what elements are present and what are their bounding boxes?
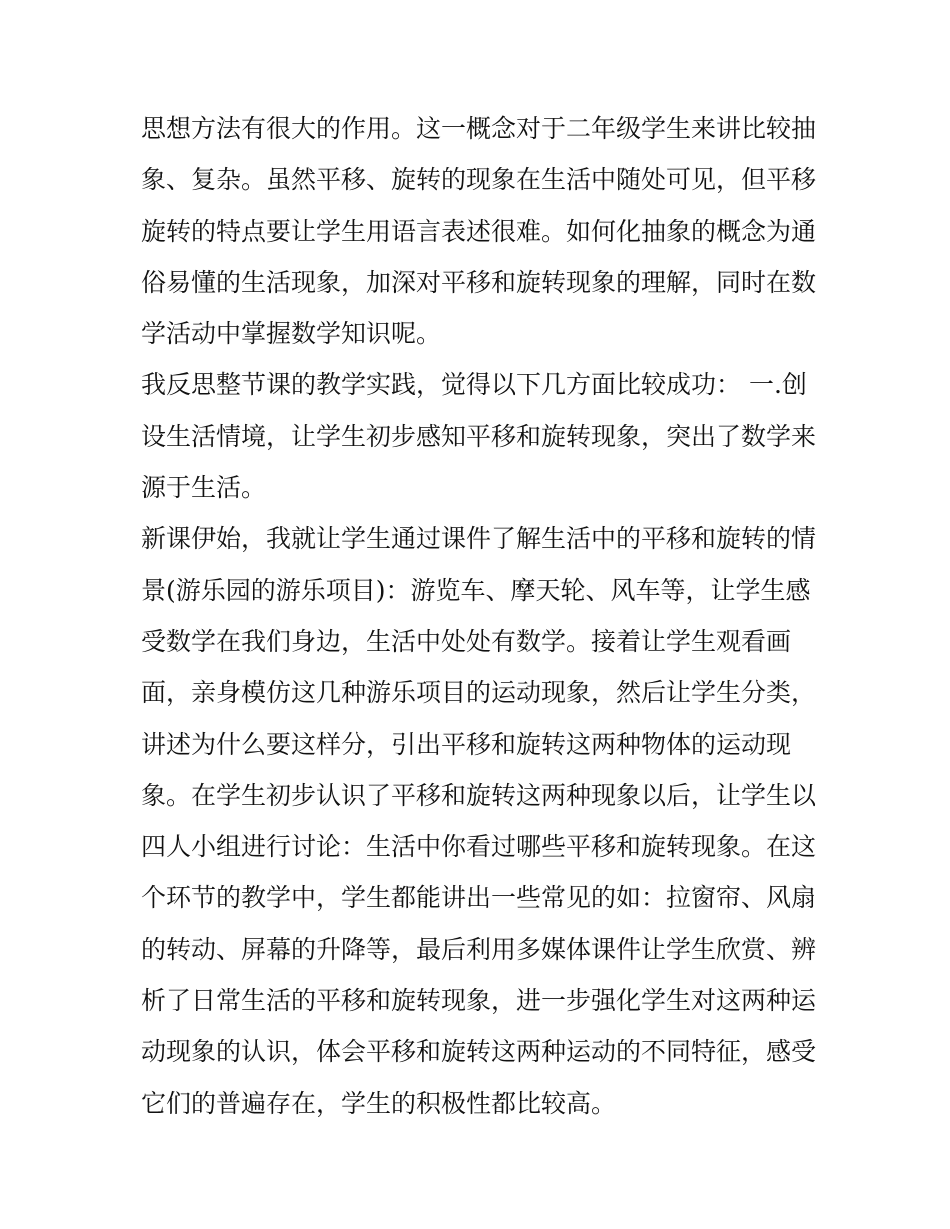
text-line: 析了日常生活的平移和旋转现象，进一步强化学生对这两种运 xyxy=(141,986,817,1016)
text-line: 设生活情境，让学生初步感知平移和旋转现象，突出了数学来 xyxy=(141,421,817,451)
text-line: 它们的普遍存在，学生的积极性都比较高。 xyxy=(141,1088,617,1118)
text-line: 面，亲身模仿这几种游乐项目的运动现象，然后让学生分类， xyxy=(141,678,817,708)
text-line: 俗易懂的生活现象，加深对平移和旋转现象的理解，同时在数 xyxy=(141,267,817,297)
text-line: 思想方法有很大的作用。这一概念对于二年级学生来讲比较抽 xyxy=(141,114,817,143)
text-line: 讲述为什么要这样分，引出平移和旋转这两种物体的运动现 xyxy=(141,729,792,759)
text-line: 象。在学生初步认识了平移和旋转这两种现象以后，让学生以 xyxy=(141,780,817,810)
text-line: 源于生活。 xyxy=(141,473,267,503)
text-line: 的转动、屏幕的升降等，最后利用多媒体课件让学生欣赏、辨 xyxy=(141,934,817,964)
text-line: 受数学在我们身边，生活中处处有数学。接着让学生观看画 xyxy=(141,626,792,656)
text-line: 动现象的认识，体会平移和旋转这两种运动的不同特征，感受 xyxy=(141,1037,817,1067)
text-line: 象、复杂。虽然平移、旋转的现象在生活中随处可见，但平移 xyxy=(141,165,817,195)
text-line: 个环节的教学中，学生都能讲出一些常见的如：拉窗帘、风扇 xyxy=(141,883,817,913)
document-body xyxy=(141,103,821,1129)
text-line: 旋转的特点要让学生用语言表述很难。如何化抽象的概念为通 xyxy=(141,216,817,246)
text-line: 学活动中掌握数学知识呢。 xyxy=(141,319,442,349)
text-line: 四人小组进行讨论：生活中你看过哪些平移和旋转现象。在这 xyxy=(141,832,817,862)
text-line: 景(游乐园的游乐项目)：游览车、摩天轮、风车等，让学生感 xyxy=(141,575,811,605)
text-line: 新课伊始，我就让学生通过课件了解生活中的平移和旋转的情 xyxy=(141,524,817,554)
text-line: 我反思整节课的教学实践，觉得以下几方面比较成功： 一.创 xyxy=(141,370,807,400)
